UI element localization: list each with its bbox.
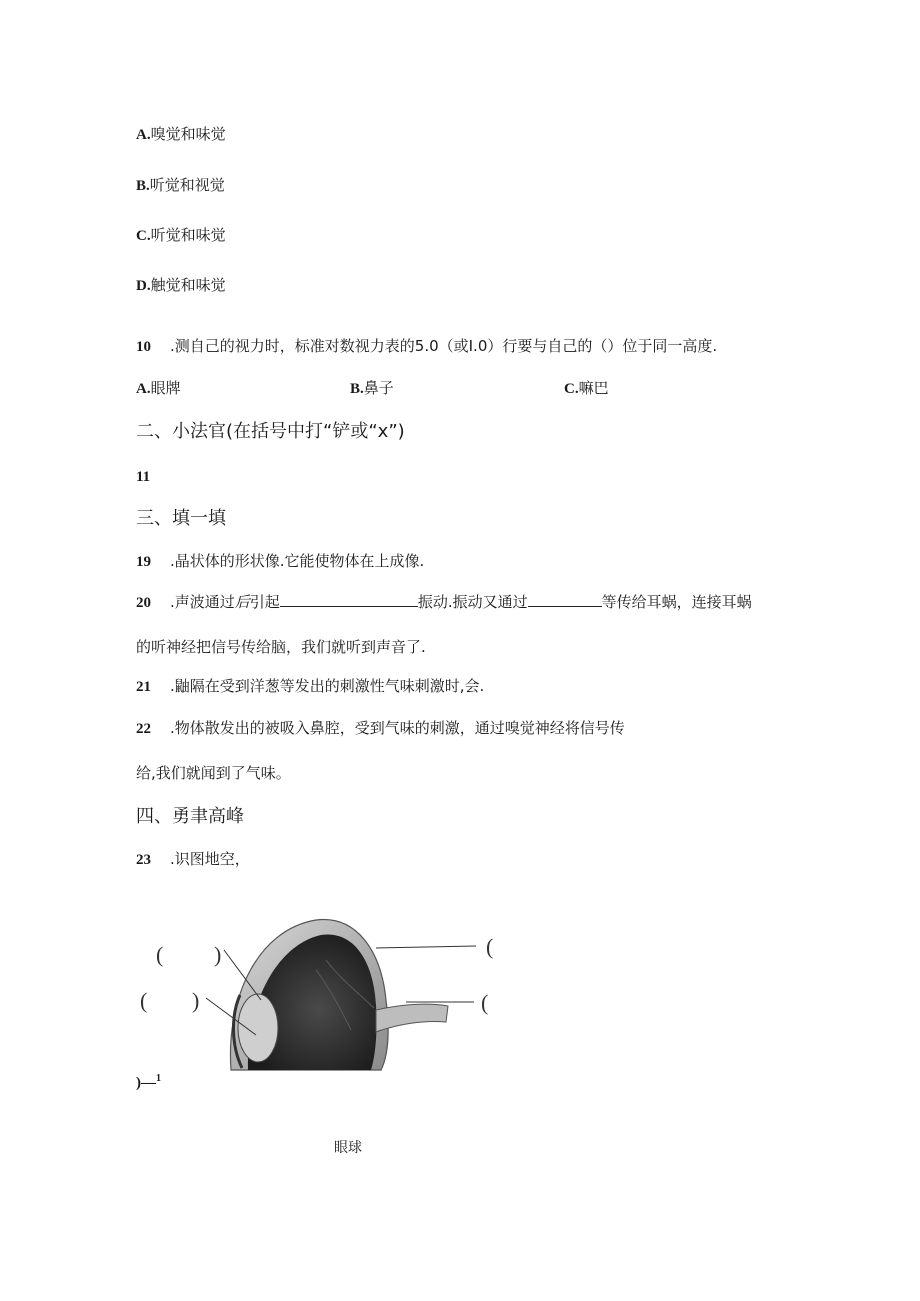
figure-label-bottom: )—$^1$ [136, 1073, 161, 1091]
question-21: 21 .鼬隔在受到洋葱等发出的刺激性气味刺激时,会. [136, 677, 485, 695]
lens-shape [238, 994, 278, 1062]
question-19: 19 .晶状体的形状像.它能使物体在上成像. [136, 552, 425, 570]
label-paren-3-open: ( [486, 934, 494, 959]
option-d: D.触觉和味觉 [136, 276, 226, 294]
label-paren-2-close: ) [192, 988, 200, 1013]
question-11: 11 [136, 469, 151, 485]
blank-20-2[interactable] [528, 592, 602, 607]
eyeball-illustration [136, 910, 506, 1075]
leader-line-3 [376, 946, 476, 948]
question-23: 23 .识图地空， [136, 850, 250, 868]
question-20: 20 .声波通过后引起 振动.振动又通过 等传给耳蜗，连接耳蜗 [136, 593, 752, 611]
question-10: 10 .测自己的视力时，标准对数视力表的5.0（或I.0）行要与自己的（）位于同一高度. [136, 337, 718, 355]
q10-option-c: C.嘛巴 [564, 379, 609, 397]
q10-option-b: B.鼻子 [350, 379, 394, 397]
label-paren-2-open: ( [140, 988, 148, 1013]
section-4-title: 四、勇聿高峰 [136, 806, 244, 827]
figure-caption: 眼球 [334, 1140, 362, 1156]
label-paren-4-open: ( [481, 990, 489, 1015]
section-3-title: 三、填一填 [136, 508, 226, 529]
question-22: 22 .物体散发出的被吸入鼻腔，受到气味的刺激，通过嗅觉神经将信号传 [136, 719, 625, 737]
option-a: A.嗅觉和味觉 [136, 125, 226, 143]
option-c: C.听觉和味觉 [136, 226, 226, 244]
optic-nerve-shape [376, 1004, 448, 1032]
blank-20-1[interactable] [280, 592, 418, 607]
eyeball-diagram [136, 910, 506, 1075]
label-paren-1-open: ( [156, 942, 164, 967]
option-b: B.听觉和视觉 [136, 176, 225, 194]
q10-option-a: A.眼牌 [136, 379, 181, 397]
section-2-title: 二、小法官(在括号中打“铲或“x”) [136, 421, 405, 442]
question-22-line2: 给,我们就闻到了气味。 [136, 764, 291, 782]
label-paren-1-close: ) [214, 942, 222, 967]
question-20-line2: 的听神经把信号传给脑，我们就听到声音了. [136, 638, 426, 656]
